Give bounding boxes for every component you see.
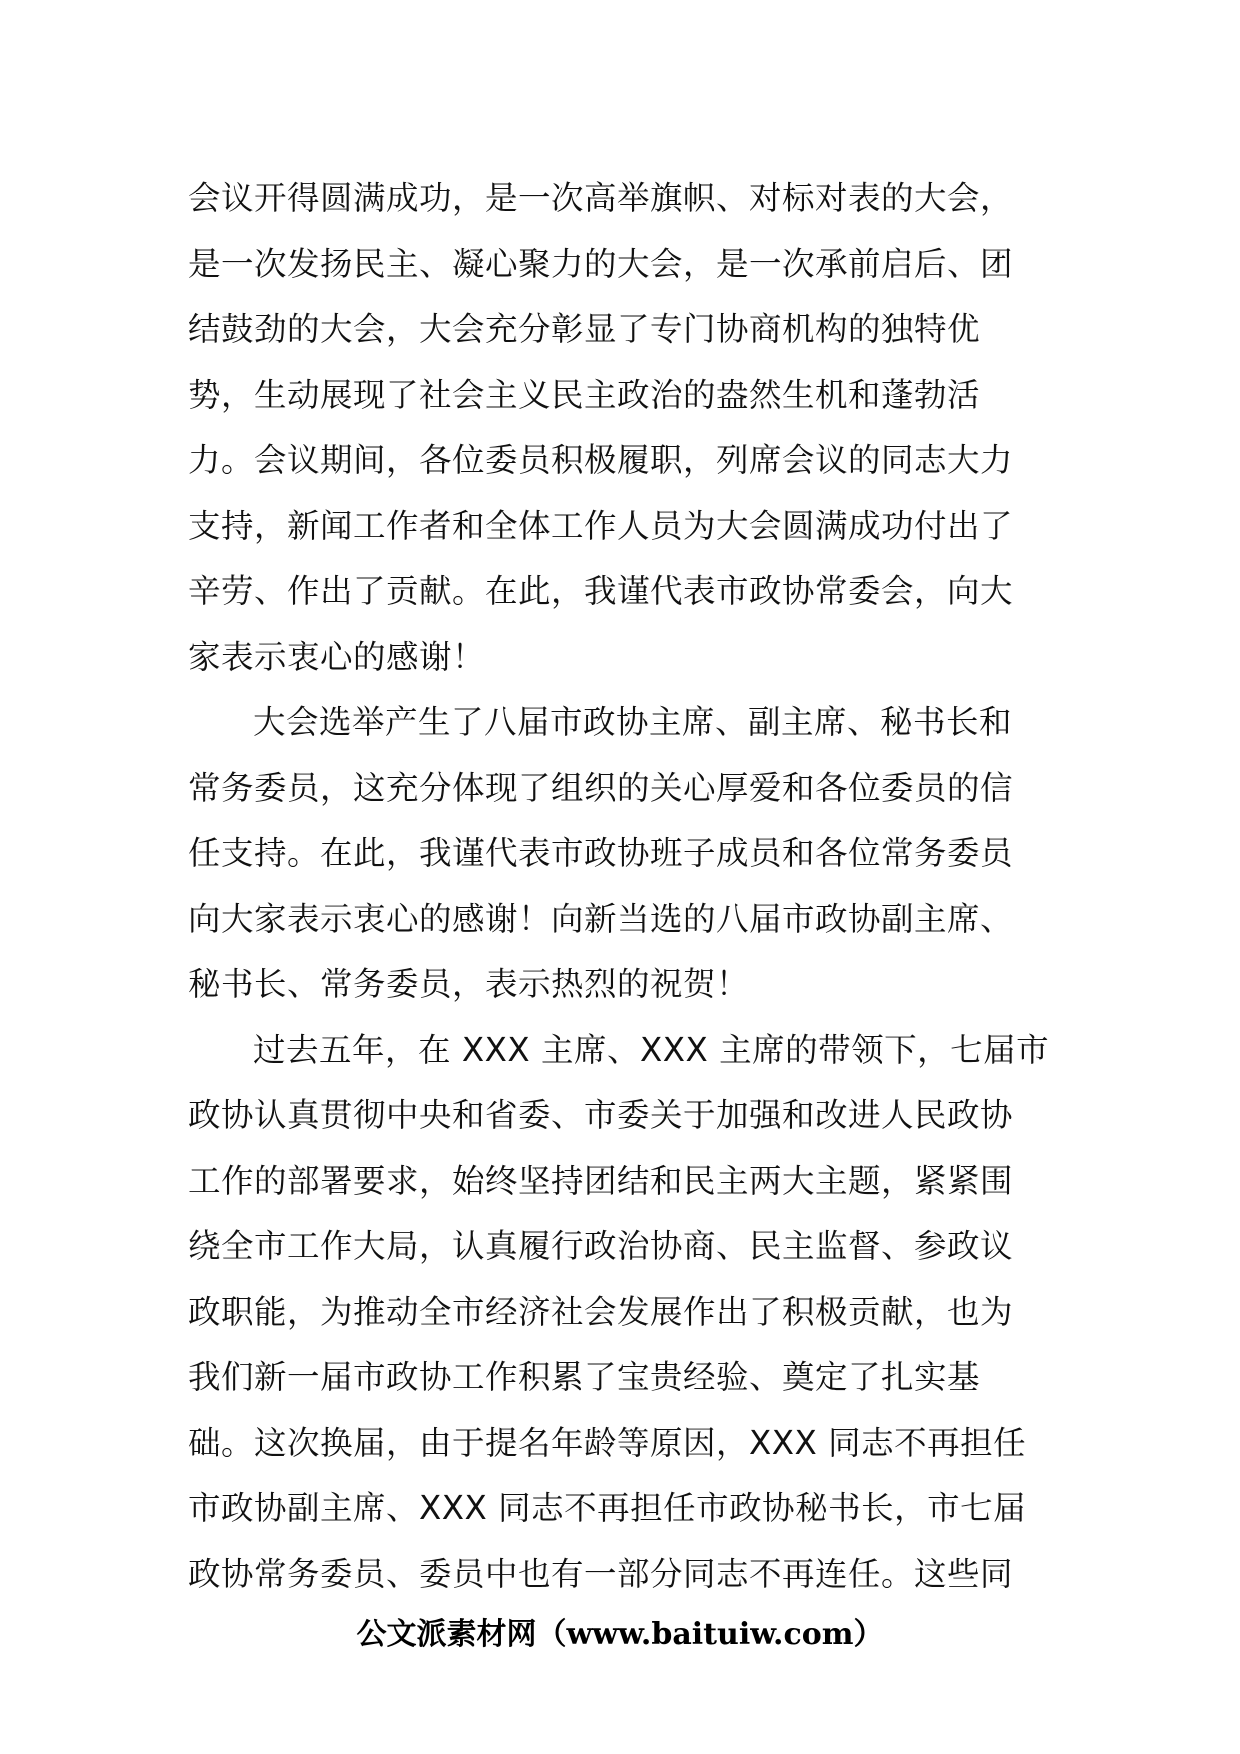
text-line: 辛劳、作出了贡献。在此，我谨代表市政协常委会，向大 — [188, 572, 1014, 610]
text-line: 绕全市工作大局，认真履行政治协商、民主监督、参政议 — [188, 1227, 1014, 1265]
text-line: 政协常务委员、委员中也有一部分同志不再连任。这些同 — [188, 1554, 1014, 1593]
paragraph-first-line: 大会选举产生了八届市政协主席、副主席、秘书长和 — [253, 703, 1013, 741]
text-line: 会议开得圆满成功，是一次高举旗帜、对标对表的大会， — [188, 179, 1014, 217]
text-line: 向大家表示衷心的感谢！向新当选的八届市政协副主席、 — [188, 899, 1014, 938]
text-line: 秘书长、常务委员，表示热烈的祝贺！ — [188, 965, 750, 1003]
text-line: 常务委员，这充分体现了组织的关心厚爱和各位委员的信 — [188, 768, 1014, 807]
text-line: 力。会议期间，各位委员积极履职，列席会议的同志大力 — [188, 441, 1014, 479]
text-line: 任支持。在此，我谨代表市政协班子成员和各位常务委员 — [188, 834, 1014, 872]
text-line: 势，生动展现了社会主义民主政治的盎然生机和蓬勃活 — [188, 375, 981, 414]
text-line: 家表示衷心的感谢！ — [188, 637, 486, 676]
text-line: 础。这次换届，由于提名年龄等原因，XXX 同志不再担任 — [188, 1423, 1027, 1462]
text-line: 我们新一届市政协工作积累了宝贵经验、奠定了扎实基 — [188, 1358, 981, 1396]
text-line: 政协认真贯彻中央和省委、市委关于加强和改进人民政协 — [188, 1096, 1014, 1134]
text-line: 市政协副主席、XXX 同志不再担任市政协秘书长，市七届 — [188, 1489, 1027, 1527]
text-line: 结鼓劲的大会，大会充分彰显了专门协商机构的独特优 — [188, 310, 981, 348]
document-body — [188, 166, 1056, 1607]
paragraph-first-line: 过去五年，在 XXX 主席、XXX 主席的带领下，七届市 — [253, 1030, 1050, 1069]
text-line: 支持，新闻工作者和全体工作人员为大会圆满成功付出了 — [188, 506, 1014, 545]
text-line: 工作的部署要求，始终坚持团结和民主两大主题，紧紧围 — [188, 1161, 1014, 1200]
footer-watermark: 公文派素材网（www.baituiw.com） — [356, 1617, 884, 1652]
text-line: 政职能，为推动全市经济社会发展作出了积极贡献，也为 — [188, 1292, 1014, 1331]
text-line: 是一次发扬民主、凝心聚力的大会，是一次承前启后、团 — [188, 244, 1014, 283]
